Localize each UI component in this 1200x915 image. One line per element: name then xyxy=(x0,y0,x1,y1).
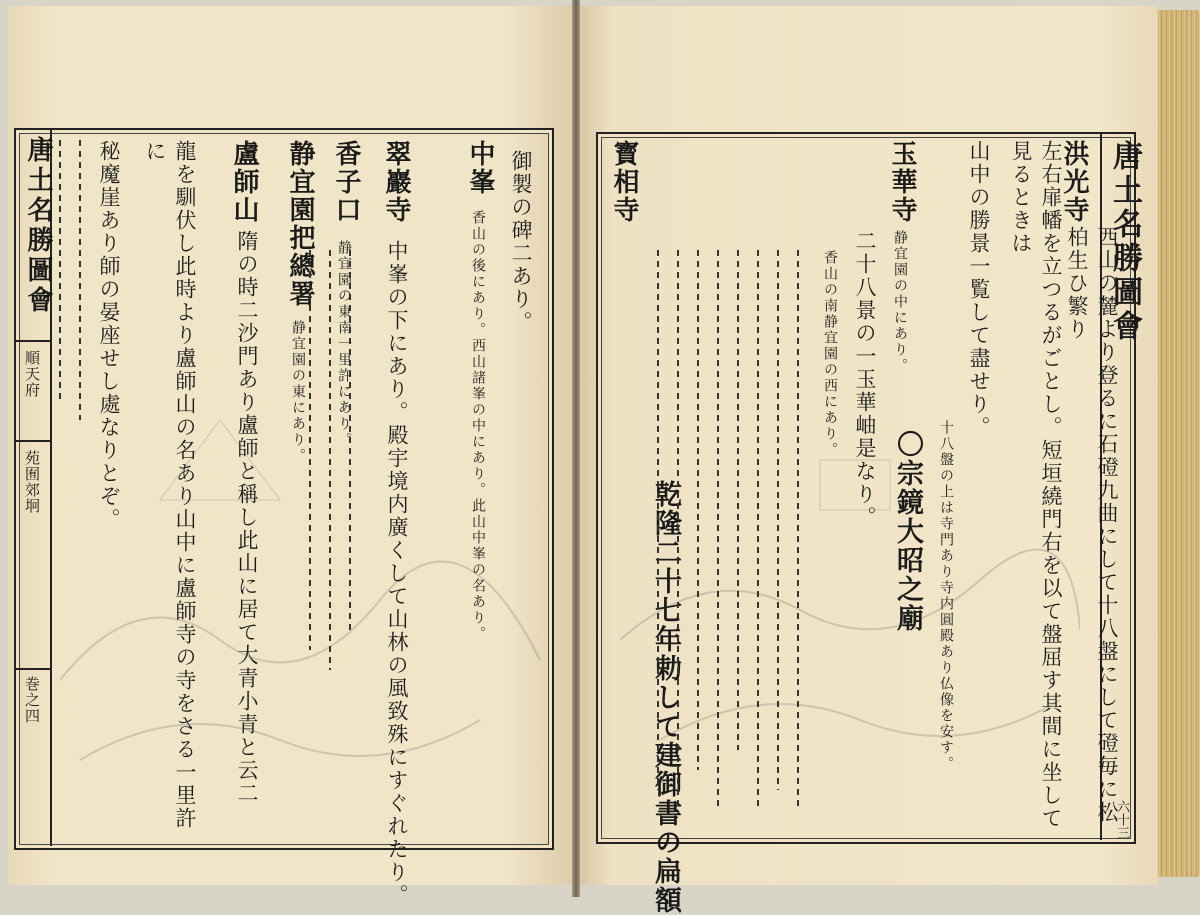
text-column: 御製の碑二あり。 xyxy=(509,150,533,334)
page-edges xyxy=(1158,10,1200,877)
text-column: 隋の時二沙門あり盧師と稱し此山に居て大青小青と云二 xyxy=(235,230,259,805)
entry-heading: 静宜園把總署 xyxy=(285,140,315,308)
entry-heading: 寳相寺 xyxy=(609,140,639,224)
text-column: 静宜園の中にあり。 xyxy=(892,230,908,374)
book-title-left: 唐土名勝圖會 xyxy=(23,136,53,316)
small-text-texture xyxy=(650,250,810,810)
text-column: 龍を馴伏し此時より盧師山の名あり山中に盧師寺の寺をさる一里許に xyxy=(143,140,197,830)
text-column: 静宜園の東南一里許にあり。 xyxy=(336,240,352,448)
entry-heading: 翠巖寺 xyxy=(381,140,411,224)
strip-divider xyxy=(14,440,50,442)
entry-heading: 玉華寺 xyxy=(887,140,917,224)
entry-heading: 香子口 xyxy=(331,140,361,224)
text-column: 静宜園の東にあり。 xyxy=(290,320,306,464)
text-column: 香山の後にあり。西山諸峯の中にあり。此山中峯の名あり。 xyxy=(470,210,486,642)
strip-divider xyxy=(14,668,50,670)
volume-label: 巻之四 xyxy=(23,676,41,724)
text-column: 十八盤の上は寺門あり寺内圓殿あり仏像を安す。 xyxy=(938,420,954,772)
small-text-texture xyxy=(300,250,360,670)
text-column: 左右扉幡を立つるがごとし。短垣繞門右を以て盤屈す其間に坐して見るときは xyxy=(1009,140,1063,830)
book-title-right: 唐土名勝圖會 xyxy=(1107,140,1142,344)
entry-heading: 盧師山 xyxy=(229,140,259,224)
book-gutter xyxy=(572,0,580,897)
entry-heading: 〇宗鏡大昭之廟 xyxy=(892,430,923,633)
text-column: 中峯の下にあり。殿宇境内廣くして山林の風致殊にすぐれたり。 xyxy=(385,240,409,907)
prefecture-label: 順天府 xyxy=(23,350,41,398)
text-column: 二十八景の一玉華岫是なり。 xyxy=(853,230,877,529)
entry-heading: 洪光寺 xyxy=(1059,140,1089,224)
folio-number: 六十三 xyxy=(1114,800,1129,839)
small-text-texture xyxy=(40,140,90,440)
text-column: 秘魔崖あり師の晏座せし處なりとぞ。 xyxy=(97,140,121,531)
section-label: 苑囿郊坰 xyxy=(23,450,41,514)
entry-heading: 中峯 xyxy=(465,140,495,196)
text-column: 西山の麓より登るに石磴九曲にして十八盤にして磴毎に松柏生ひ繁り xyxy=(1065,226,1119,824)
text-column: 乾隆二十七年勅して建御書の扁額 xyxy=(650,480,681,915)
text-column: 香山の南静宜園の西にあり。 xyxy=(822,250,838,458)
text-column: 山中の勝景一覧して盡せり。 xyxy=(967,140,991,439)
